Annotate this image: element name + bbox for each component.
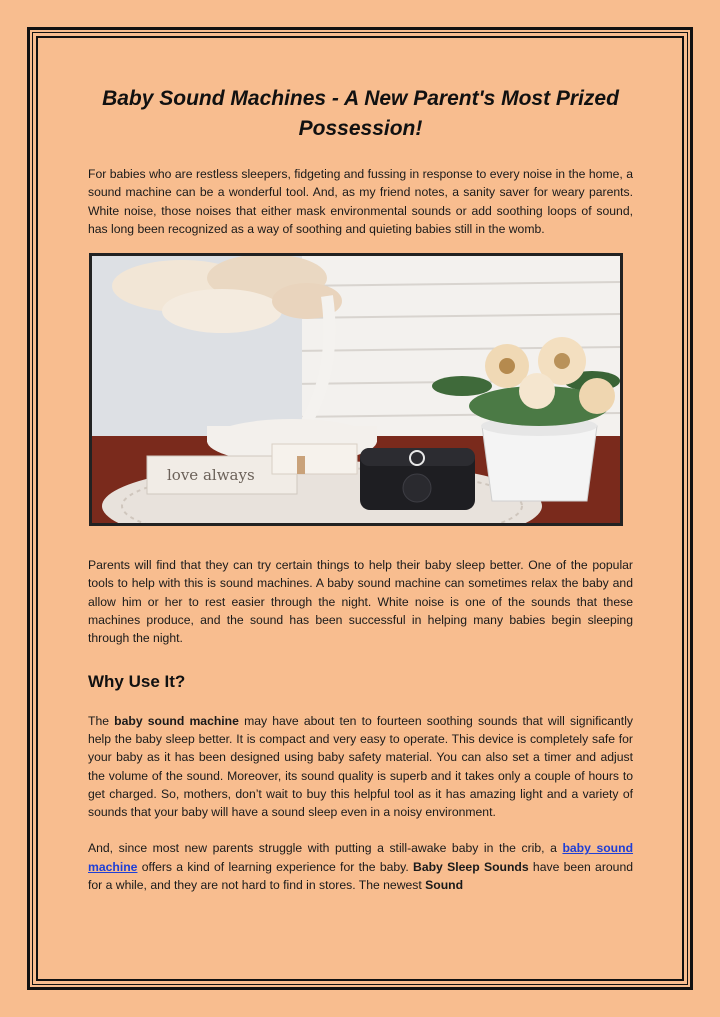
section-heading-why-use-it: Why Use It? [88,671,186,691]
learning-mid-text: offers a kind of learning experience for the baby. [137,859,414,874]
document-body [88,84,633,894]
page-title: Baby Sound Machines - A New Parent's Most Prized Possession! [102,87,619,140]
sound-machine-benefits-paragraph: Parents will find that they can try certain things to help their baby sleep better. One of the popular tools to help with this is sound machines. A baby sound machine can sometimes relax the baby and allow him or her to rest easier through the night. White noise is one of the sounds that these machines produce, and the sound has been successful in helping many babies begin sleeping through the night. [88,558,633,646]
learning-lead-text: And, since most new parents struggle with putting a still-awake baby in the crib, a [88,841,563,856]
baby-sound-machine-bold: baby sound machine [114,713,239,728]
baby-sleep-sounds-bold: Baby Sleep Sounds [413,859,529,874]
baby-sound-machine-link[interactable]: baby sound machine [88,841,634,874]
learning-experience-paragraph [88,839,633,894]
intro-paragraph: For babies who are restless sleepers, fidgeting and fussing in response to every noise in the home, a sound machine can be a wonderful tool. And, as my friend notes, a sanity saver for weary parents. White noise, those noises that either mask environmental sounds or add soothing loops of sound, has long been recognized as a way of soothing and quieting babies still in the womb. [88,167,633,236]
sound-machine-photo [89,253,623,526]
sound-bold: Sound [425,878,464,893]
features-lead-text: The [88,713,115,728]
features-paragraph [88,712,633,822]
love-always-block-text: love always [167,466,255,485]
learning-mid2-text: have been around for a while, and they are not hard to find in stores. The newest [88,859,633,893]
photo-illustration [92,256,620,523]
features-body-text: may have about ten to fourteen soothing sounds that will significantly help the baby sleep better. It is compact and very easy to operate. This device is completely safe for your baby as it has been designed using baby safety material. You can also set a timer and adjust the volume of the sound. Moreover, its sound quality is superb and it takes only a couple of hours to get charged. So, mothers, don’t wait to buy this helpful tool as it has amazing light and a variety of sounds that your baby will have a sound sleep even in a noisy environment. [88,713,633,820]
